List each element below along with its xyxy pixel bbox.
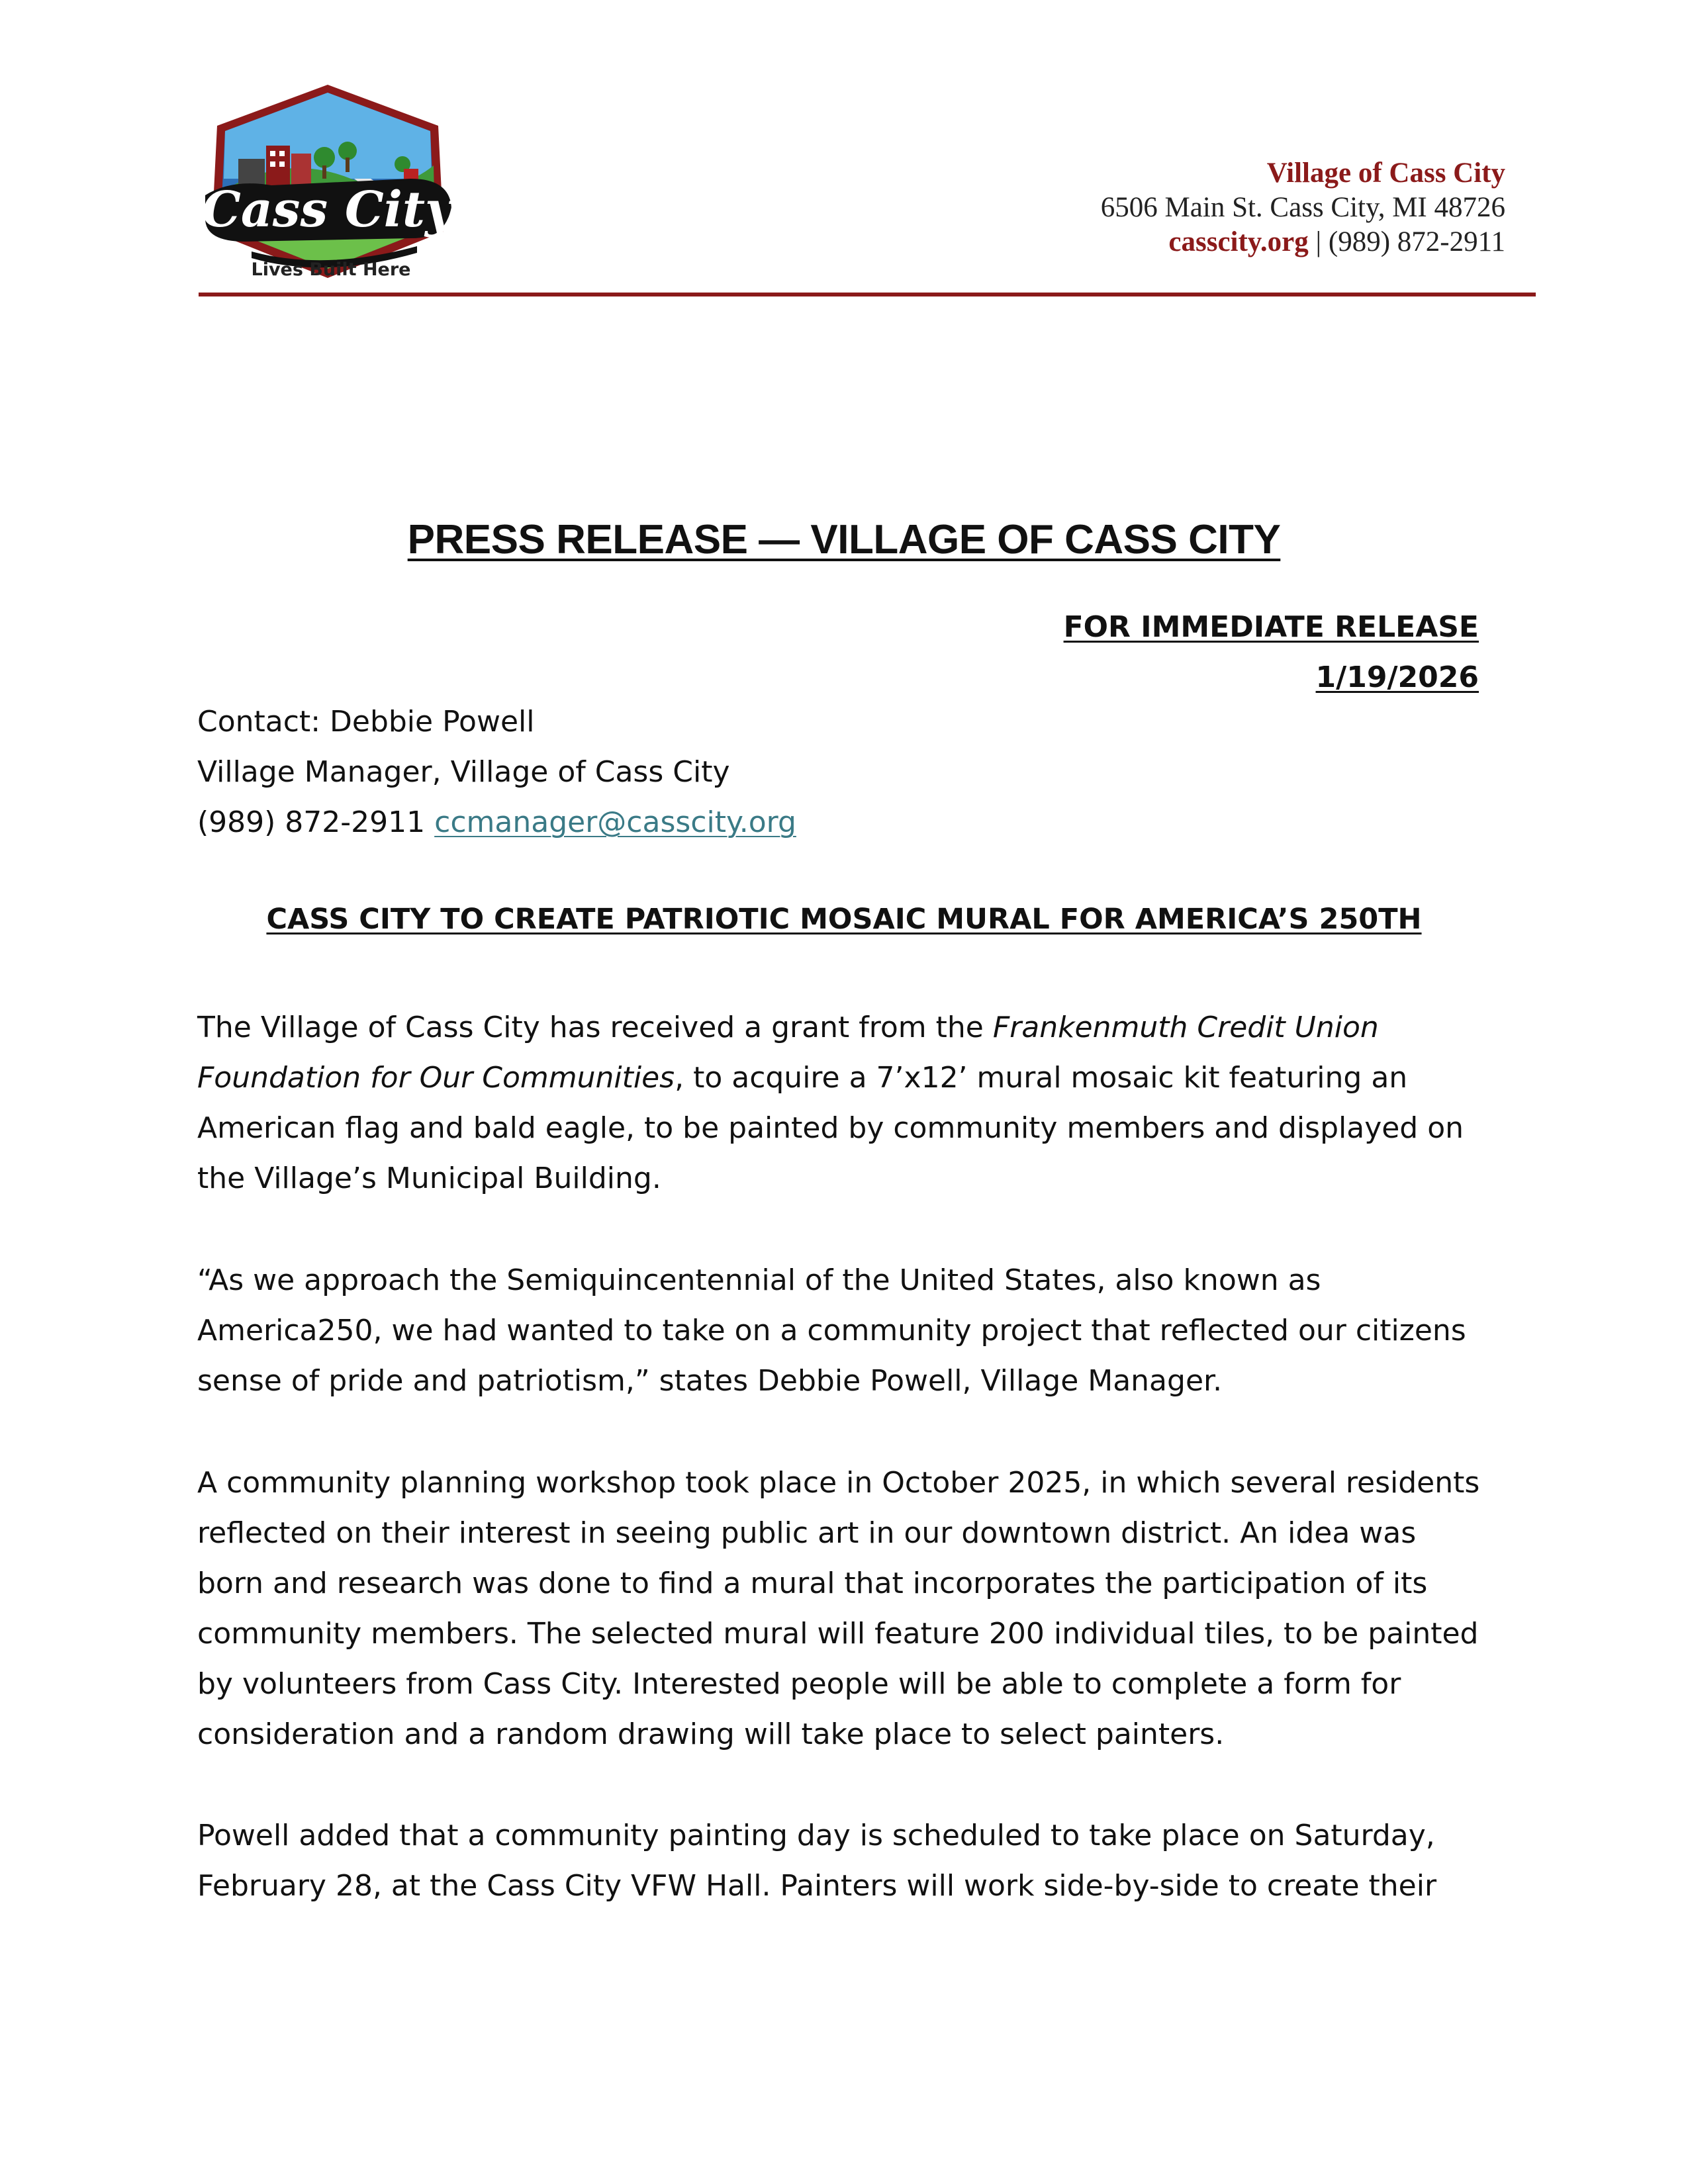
- release-date: 1/19/2026: [1315, 660, 1479, 694]
- contact-name: Contact: Debbie Powell: [197, 705, 535, 739]
- paragraph-line: America250, we had wanted to take on a community project that reflected our citizens: [197, 1314, 1466, 1347]
- paragraph-line: sense of pride and patriotism,” states Debbie Powell, Village Manager.: [197, 1364, 1223, 1398]
- foundation-name: Frankenmuth Credit Union: [992, 1011, 1379, 1044]
- organization-contact-block: [1101, 156, 1505, 259]
- separator: |: [1308, 226, 1329, 257]
- organization-phone: (989) 872-2911: [1328, 226, 1505, 257]
- headline: CASS CITY TO CREATE PATRIOTIC MOSAIC MURAL FOR AMERICA’S 250TH: [266, 903, 1422, 936]
- paragraph-4: [197, 1811, 1508, 1911]
- release-label: FOR IMMEDIATE RELEASE: [1063, 610, 1479, 644]
- paragraph-line: Powell added that a community painting day is scheduled to take place on Saturday,: [197, 1819, 1435, 1852]
- paragraph-line: reflected on their interest in seeing public art in our downtown district. An idea was: [197, 1516, 1417, 1550]
- organization-website-link[interactable]: casscity.org: [1168, 226, 1309, 257]
- svg-text:Cass City: Cass City: [201, 181, 454, 238]
- paragraph-line: consideration and a random drawing will take place to select painters.: [197, 1717, 1225, 1751]
- text-segment: , to acquire a 7’x12’ mural mosaic kit featuring an: [675, 1061, 1408, 1095]
- organization-address: 6506 Main St. Cass City, MI 48726: [1100, 192, 1505, 223]
- page-title: PRESS RELEASE — VILLAGE OF CASS CITY: [407, 517, 1281, 563]
- paragraph-line: A community planning workshop took place in October 2025, in which several residents: [197, 1466, 1480, 1500]
- release-info: [1064, 602, 1479, 703]
- contact-email-link[interactable]: ccmanager@casscity.org: [434, 805, 796, 839]
- paragraph-line: born and research was done to find a mural that incorporates the participation of its: [197, 1567, 1428, 1600]
- paragraph-line: the Village’s Municipal Building.: [197, 1161, 661, 1195]
- paragraph-line: [197, 1053, 1508, 1103]
- paragraph-1: [197, 1003, 1508, 1204]
- paragraph-line: American flag and bald eagle, to be painted by community members and displayed on: [197, 1111, 1464, 1145]
- foundation-name: Foundation for Our Communities: [197, 1061, 675, 1095]
- paragraph-line: February 28, at the Cass City VFW Hall. Painters will work side-by-side to create their: [197, 1869, 1437, 1903]
- organization-name: Village of Cass City: [1266, 158, 1505, 189]
- contact-block: [197, 697, 796, 848]
- paragraph-line: by volunteers from Cass City. Interested people will be able to complete a form for: [197, 1667, 1401, 1701]
- contact-phone: (989) 872-2911: [197, 805, 426, 839]
- logo-tagline: Lives Built Here: [251, 259, 411, 280]
- contact-title: Village Manager, Village of Cass City: [197, 755, 730, 789]
- paragraph-2: [197, 1255, 1508, 1406]
- paragraph-3: [197, 1458, 1508, 1760]
- paragraph-line: “As we approach the Semiquincentennial of the United States, also known as: [197, 1263, 1321, 1297]
- letterhead-divider: [199, 293, 1536, 296]
- paragraph-line: [197, 1003, 1508, 1053]
- paragraph-line: community members. The selected mural will feature 200 individual tiles, to be painted: [197, 1617, 1479, 1651]
- text-segment: The Village of Cass City has received a grant from the: [197, 1011, 993, 1044]
